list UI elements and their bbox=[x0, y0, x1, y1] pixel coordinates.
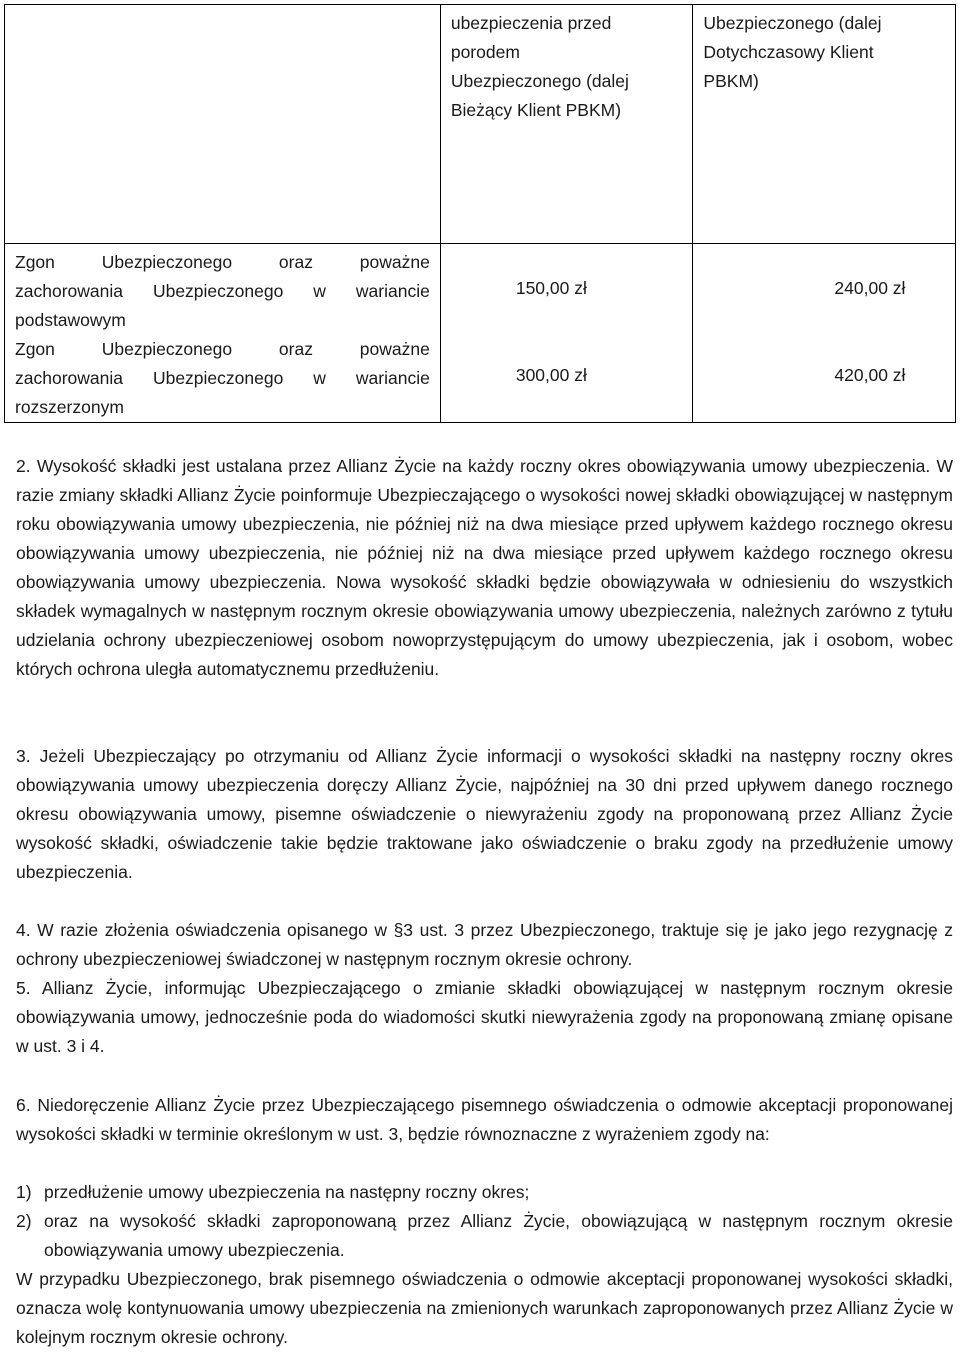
amount-value: 420,00 zł bbox=[834, 365, 906, 385]
paragraph-5 bbox=[16, 974, 953, 1061]
list-item bbox=[16, 1178, 953, 1207]
risk-label-line: podstawowym bbox=[15, 310, 126, 330]
header-line: porodem bbox=[450, 42, 520, 62]
paragraph-6-text: 6. Niedoręczenie Allianz Życie przez Ubezpieczającego pisemnego oświadczenia o odmowie akceptacji proponowanej wysokości składki w terminie określonym w ust. 3, będzie równoznaczne z wyrażeniem zgody na: bbox=[16, 1095, 953, 1144]
list-item-number: 1) bbox=[16, 1182, 32, 1202]
table-header-row bbox=[5, 5, 956, 244]
header-cell-empty bbox=[5, 5, 441, 244]
paragraph-6 bbox=[16, 1091, 953, 1149]
risk-label-line: Zgon Ubezpieczonego oraz poważne bbox=[15, 252, 430, 272]
paragraph-4 bbox=[16, 916, 953, 974]
paragraph-2 bbox=[16, 452, 953, 684]
paragraph-7 bbox=[16, 1265, 953, 1352]
risk-label-cell bbox=[5, 244, 441, 423]
paragraph-3 bbox=[16, 742, 953, 887]
risk-label-line: zachorowania Ubezpieczonego w wariancie bbox=[15, 281, 430, 301]
table-row bbox=[5, 244, 956, 423]
list-item-text: oraz na wysokość składki zaproponowaną przez Allianz Życie, obowiązującą w następnym rocznym okresie obowiązywania umowy ubezpieczenia. bbox=[44, 1211, 953, 1260]
risk-label-line: zachorowania Ubezpieczonego w wariancie bbox=[15, 368, 430, 388]
list-item bbox=[16, 1207, 953, 1265]
header-line: Bieżący Klient PBKM) bbox=[450, 100, 622, 120]
amount-cell-current bbox=[440, 244, 693, 423]
header-line: Dotychczasowy Klient bbox=[703, 42, 874, 62]
paragraph-4-text: 4. W razie złożenia oświadczenia opisanego w §3 ust. 3 przez Ubezpieczonego, traktuje się je jako jego rezygnację z ochrony ubezpieczeniowej świadczonej w następnym rocznym okresie ochrony. bbox=[16, 920, 953, 969]
premium-table bbox=[4, 4, 956, 423]
risk-label-line: Zgon Ubezpieczonego oraz poważne bbox=[15, 339, 430, 359]
list-item-number: 2) bbox=[16, 1211, 32, 1231]
header-line: ubezpieczenia przed bbox=[450, 13, 612, 33]
header-line: PBKM) bbox=[703, 71, 759, 91]
paragraph-7-text: W przypadku Ubezpieczonego, brak pisemnego oświadczenia o odmowie akceptacji proponowanej wysokości składki, oznacza wolę kontynuowania umowy ubezpieczenia na zmienionych warunkach zaproponowanych przez Allianz Życie w kolejnym rocznym okresie ochrony. bbox=[16, 1269, 953, 1347]
risk-label-line: rozszerzonym bbox=[15, 397, 124, 417]
amount-cell-existing bbox=[693, 244, 956, 423]
amount-value: 300,00 zł bbox=[515, 365, 587, 385]
paragraph-3-text: 3. Jeżeli Ubezpieczający po otrzymaniu od Allianz Życie informacji o wysokości składki na następny roczny okres obowiązywania umowy ubezpieczenia doręczy Allianz Życie, najpóźniej na 30 dni przed upływem danego rocznego okresu obowiązywania umowy, pisemne oświadczenie o niewyrażeniu zgody na proponowaną przez Allianz Życie wysokość składki, oświadczenie takie będzie traktowane jako oświadczenie o braku zgody na przedłużenie umowy ubezpieczenia. bbox=[16, 746, 953, 882]
consent-list bbox=[16, 1178, 953, 1265]
list-item-text: przedłużenie umowy ubezpieczenia na następny roczny okres; bbox=[44, 1182, 530, 1202]
paragraph-5-text: 5. Allianz Życie, informując Ubezpieczającego o zmianie składki obowiązującej w następnym rocznym okresie obowiązywania umowy, jednocześnie poda do wiadomości skutki niewyrażenia zgody na proponowaną zmianę opisane w ust. 3 i 4. bbox=[16, 978, 953, 1056]
header-cell-existing-client bbox=[693, 5, 956, 244]
header-line: Ubezpieczonego (dalej bbox=[703, 13, 882, 33]
paragraph-2-text: 2. Wysokość składki jest ustalana przez Allianz Życie na każdy roczny okres obowiązywania umowy ubezpieczenia. W razie zmiany składki Allianz Życie poinformuje Ubezpieczającego o wysokości nowej składki obowiązującej w następnym roku obowiązywania umowy ubezpieczenia, nie później niż na dwa miesiące przed upływem każdego rocznego okresu obowiązywania umowy ubezpieczenia, nie później niż na dwa miesiące przed upływem każdego rocznego okresu obowiązywania umowy ubezpieczenia. Nowa wysokość składki będzie obowiązywała w odniesieniu do wszystkich składek wymagalnych w następnym rocznym okresie obowiązywania umowy ubezpieczenia, należnych zarówno z tytułu udzielania ochrony ubezpieczeniowej osobom nowoprzystępującym do umowy ubezpieczenia, jak i osobom, wobec których ochrona uległa automatycznemu przedłużeniu. bbox=[16, 456, 953, 679]
amount-value: 240,00 zł bbox=[834, 278, 906, 298]
amount-value: 150,00 zł bbox=[515, 278, 587, 298]
header-cell-current-client bbox=[440, 5, 693, 244]
header-line: Ubezpieczonego (dalej bbox=[450, 71, 629, 91]
